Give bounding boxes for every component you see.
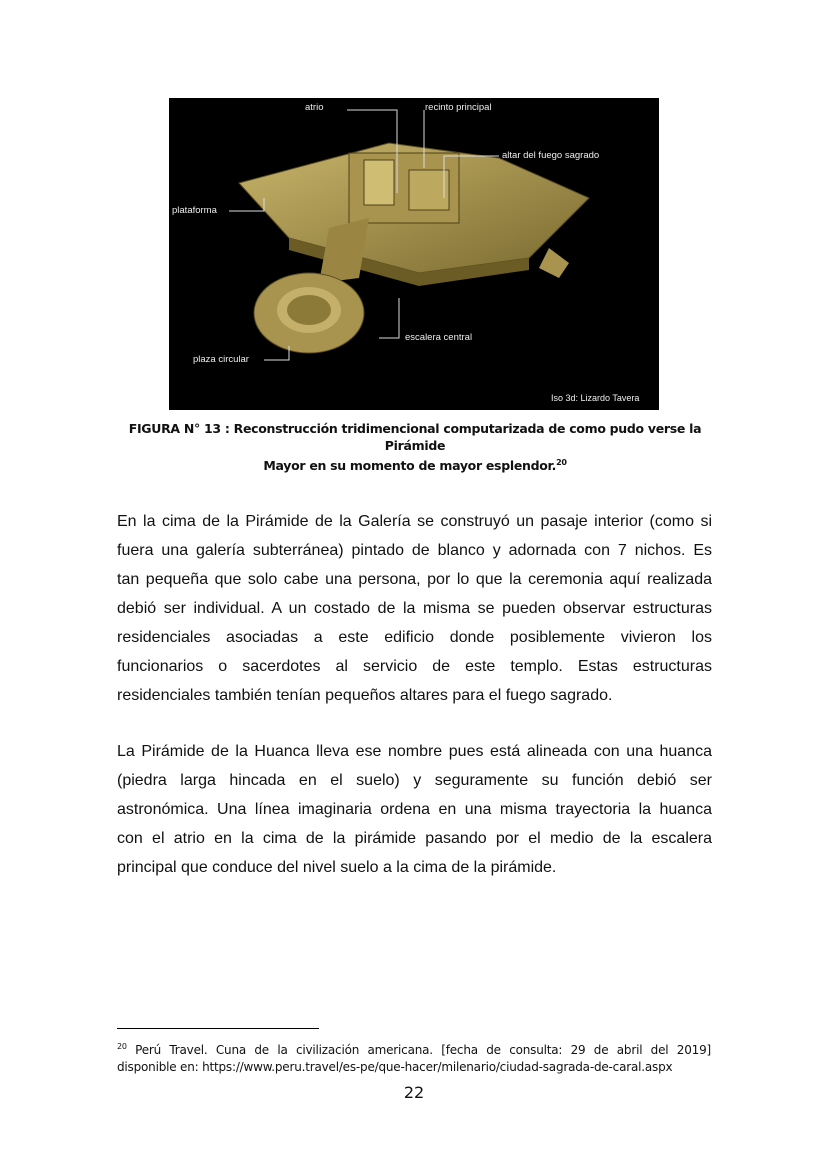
footnote-line-1: Perú Travel. Cuna de la civilización americana. [fecha de consulta: 29 de abril del 2019] bbox=[135, 1043, 711, 1057]
footnote-line-2[interactable]: disponible en: https://www.peru.travel/es-pe/que-hacer/milenario/ciudad-sagrada-de-caral.aspx bbox=[117, 1060, 673, 1074]
paragraph-galeria bbox=[117, 507, 712, 710]
text-line: astronómica. Una línea imaginaria ordena en una misma trayectoria la huanca bbox=[117, 801, 712, 818]
text-line: residenciales asociadas a este edificio donde posiblemente vivieron los bbox=[117, 629, 712, 646]
image-credit: Iso 3d: Lizardo Tavera bbox=[551, 393, 640, 403]
text-line: funcionarios o sacerdotes al servicio de este templo. Estas estructuras bbox=[117, 658, 712, 675]
label-escalera: escalera central bbox=[405, 332, 473, 343]
caption-footnote-ref[interactable]: 20 bbox=[556, 458, 567, 467]
text-line: con el atrio en la cima de la pirámide pasando por el medio de la escalera bbox=[117, 830, 712, 847]
label-plaza: plaza circular bbox=[193, 354, 249, 365]
text-line: (piedra larga hincada en el suelo) y seguramente su función debió ser bbox=[117, 772, 712, 789]
figure-caption bbox=[110, 420, 720, 474]
caption-line-2: Mayor en su momento de mayor esplendor. bbox=[263, 458, 557, 474]
footnote-divider bbox=[117, 1028, 319, 1029]
page-number: 22 bbox=[403, 1083, 425, 1102]
text-line: tan pequeña que solo cabe una persona, por lo que la ceremonia aquí realizada bbox=[117, 571, 712, 588]
text-line: En la cima de la Pirámide de la Galería se construyó un pasaje interior (como si bbox=[117, 513, 712, 530]
label-atrio: atrio bbox=[305, 102, 324, 113]
text-line: La Pirámide de la Huanca lleva ese nombre pues está alineada con una huanca bbox=[117, 743, 712, 760]
label-altar: altar del fuego sagrado bbox=[502, 150, 600, 161]
footnote bbox=[117, 1038, 711, 1076]
figure-pyramid-reconstruction bbox=[169, 98, 659, 410]
footnote-number: 20 bbox=[117, 1042, 127, 1051]
paragraph-huanca bbox=[117, 737, 712, 882]
caption-line-1: FIGURA N° 13 : Reconstrucción tridimencional computarizada de como pudo verse la Pirámide bbox=[128, 421, 702, 453]
label-recinto-principal: recinto principal bbox=[425, 102, 492, 113]
text-line: residenciales también tenían pequeños altares para el fuego sagrado. bbox=[117, 687, 613, 704]
text-line: fuera una galería subterránea) pintado de blanco y adornada con 7 nichos. Es bbox=[117, 542, 712, 559]
text-line: principal que conduce del nivel suelo a la cima de la pirámide. bbox=[117, 859, 557, 876]
label-plataforma: plataforma bbox=[172, 205, 217, 216]
text-line: debió ser individual. A un costado de la misma se pueden observar estructuras bbox=[117, 600, 712, 617]
